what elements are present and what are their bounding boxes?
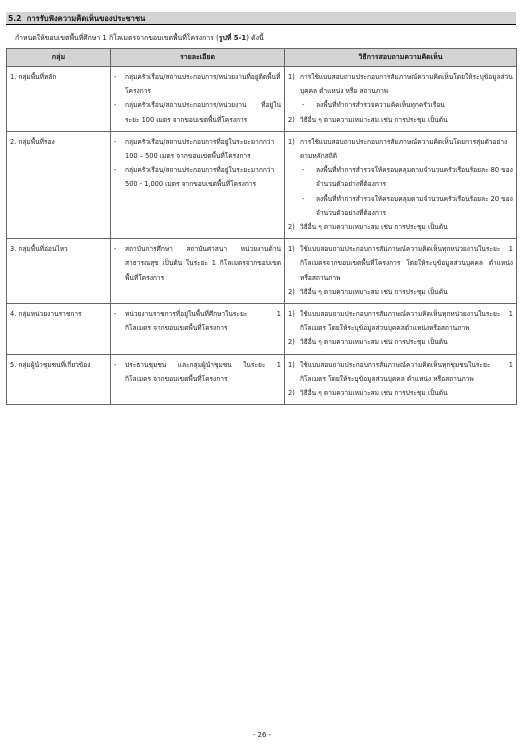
survey-group-table (6, 48, 517, 405)
section-number: 5.2 (8, 14, 22, 23)
method-cell (285, 304, 517, 355)
method-text: ใช้แบบสอบถามประกอบการสัมภาษณ์ความคิดเห็นทุกชุมชนในระยะ 1 กิโลเมตร โดยให้ระบุข้อมูลส่วนบุคคล ตำแหน่ง หรือสถานภาพ (300, 360, 513, 383)
method-item (288, 70, 513, 98)
details-cell (111, 67, 285, 132)
dash-bullet-icon: - (114, 360, 117, 369)
group-cell: 5. กลุ่มผู้นำชุมชนที่เกี่ยวข้อง (7, 354, 111, 405)
details-cell (111, 131, 285, 238)
detail-item (114, 135, 281, 163)
dash-bullet-icon: - (114, 166, 117, 175)
method-item (288, 113, 513, 127)
method-number: 1) (288, 137, 295, 146)
method-text: การใช้แบบสอบถามประกอบการสัมภาษณ์ความคิดเห็นโดยให้ระบุข้อมูลส่วนบุคคล ตำแหน่ง หรือ สถานภาพ (300, 73, 513, 96)
group-cell: 3. กลุ่มพื้นที่อ่อนไหว (7, 239, 111, 304)
method-sub-item (288, 163, 513, 191)
detail-item (114, 70, 281, 98)
dash-bullet-icon: - (302, 194, 305, 203)
method-item (288, 335, 513, 349)
header-group: กลุ่ม (7, 49, 111, 67)
method-item (288, 386, 513, 400)
dash-bullet-icon: - (114, 101, 117, 110)
method-cell (285, 239, 517, 304)
method-sub-item (288, 98, 513, 112)
detail-text: กลุ่มครัวเรือน/สถานประกอบการที่อยู่ในระยะมากกว่า 500 - 1,000 เมตร จากขอบเขตพื้นที่โครงการ (125, 166, 275, 189)
detail-text: ประธานชุมชน และกลุ่มผู้นำชุมชน ในระยะ 1 กิโลเมตร จากขอบเขตพื้นที่โครงการ (125, 360, 281, 383)
method-item (288, 285, 513, 299)
method-number: 2) (288, 115, 295, 124)
method-number: 2) (288, 287, 295, 296)
page-number: - 26 - (253, 731, 271, 739)
intro-paragraph (15, 33, 264, 44)
dash-bullet-icon: - (302, 101, 305, 110)
details-cell (111, 354, 285, 405)
method-text: ใช้แบบสอบถามประกอบการสัมภาษณ์ความคิดเห็นทุกหน่วยงานในระยะ 1 กิโลเมตร โดยให้ระบุข้อมูลส่วนบุคคลตำแหน่งหรือสถานภาพ (300, 310, 513, 333)
detail-item (114, 307, 281, 335)
section-title: การรับฟังความคิดเห็นของประชาชน (26, 14, 146, 23)
header-method: วิธีการสอบถามความคิดเห็น (285, 49, 517, 67)
method-number: 2) (288, 338, 295, 347)
detail-item (114, 358, 281, 386)
table-row (7, 354, 517, 405)
detail-text: สถาบันการศึกษา สถาบันศาสนา หน่วยงานด้านสาธารณสุข เป็นต้น ในระยะ 1 กิโลเมตรจากขอบเขตพื้นที่โครงการ (125, 245, 281, 282)
section-heading (6, 12, 516, 25)
table-row (7, 239, 517, 304)
dash-bullet-icon: - (114, 310, 117, 319)
method-cell (285, 354, 517, 405)
details-cell (111, 304, 285, 355)
method-number: 2) (288, 223, 295, 232)
method-number: 1) (288, 360, 295, 369)
details-cell (111, 239, 285, 304)
table-row (7, 67, 517, 132)
detail-item (114, 242, 281, 285)
method-number: 1) (288, 245, 295, 254)
method-item (288, 307, 513, 335)
table-header-row (7, 49, 517, 67)
method-sub-text: ลงพื้นที่ทำการสำรวจให้ครอบคลุมตามจำนวนครัวเรือนร้อยละ 80 ของจำนวนตัวอย่างที่ต้องการ (316, 166, 513, 189)
figure-reference: รูปที่ 5-1 (218, 34, 247, 42)
dash-bullet-icon: - (114, 137, 117, 146)
group-cell: 1. กลุ่มพื้นที่หลัก (7, 67, 111, 132)
method-text: วิธีอื่น ๆ ตามความเหมาะสม เช่น การประชุม เป็นต้น (300, 115, 448, 124)
header-details: รายละเอียด (111, 49, 285, 67)
method-number: 1) (288, 310, 295, 319)
detail-text: หน่วยงานราชการที่อยู่ในพื้นที่ศึกษาในระยะ 1 กิโลเมตร จากขอบเขตพื้นที่โครงการ (125, 310, 281, 333)
method-item (288, 135, 513, 163)
method-number: 2) (288, 389, 295, 398)
method-cell (285, 131, 517, 238)
method-sub-item (288, 192, 513, 220)
detail-item (114, 98, 281, 126)
method-text: วิธีอื่น ๆ ตามความเหมาะสม เช่น การประชุม เป็นต้น (300, 287, 448, 296)
dash-bullet-icon: - (302, 166, 305, 175)
detail-item (114, 163, 281, 191)
intro-suffix: ) ดังนี้ (246, 34, 264, 42)
detail-text: กลุ่มครัวเรือน/สถานประกอบการที่อยู่ในระยะมากกว่า 100 – 500 เมตร จากขอบเขตพื้นที่โครงการ (125, 137, 275, 161)
group-cell: 2. กลุ่มพื้นที่รอง (7, 131, 111, 238)
method-text: วิธีอื่น ๆ ตามความเหมาะสม เช่น การประชุม เป็นต้น (300, 389, 448, 398)
method-text: วิธีอื่น ๆ ตามความเหมาะสม เช่น การประชุม เป็นต้น (300, 338, 448, 347)
method-text: ใช้แบบสอบถามประกอบการสัมภาษณ์ความคิดเห็นทุกหน่วยงานในระยะ 1 กิโลเมตรจากขอบเขตพื้นที่โครงการ โดยให้ระบุข้อมูลส่วนบุคคล ตำแหน่งหรือสถานภาพ (300, 245, 513, 282)
dash-bullet-icon: - (114, 73, 117, 81)
group-cell: 4. กลุ่มหน่วยงานราชการ (7, 304, 111, 355)
detail-text: กลุ่มครัวเรือน/สถานประกอบการ/หน่วยงานที่อยู่ติดพื้นที่โครงการ (125, 73, 281, 96)
table-row (7, 304, 517, 355)
dash-bullet-icon: - (114, 245, 117, 254)
detail-text: กลุ่มครัวเรือน/สถานประกอบการ/หน่วยงาน ที่อยู่ในระยะ 100 เมตร จากขอบเขตพื้นที่โครงการ (125, 101, 281, 124)
method-text: การใช้แบบสอบถามประกอบการสัมภาษณ์ความคิดเห็นโดยการสุ่มตัวอย่างตามหลักสถิติ (300, 137, 508, 161)
method-item (288, 242, 513, 285)
method-sub-text: ลงพื้นที่ทำการสำรวจความคิดเห็นทุกครัวเรือน (316, 101, 445, 110)
method-number: 1) (288, 73, 295, 81)
method-text: วิธีอื่น ๆ ตามความเหมาะสม เช่น การประชุม เป็นต้น (300, 223, 448, 232)
method-item (288, 220, 513, 234)
method-cell (285, 67, 517, 132)
method-item (288, 358, 513, 386)
intro-text: กำหนดให้ขอบเขตพื้นที่ศึกษา 1 กิโลเมตรจากขอบเขตพื้นที่โครงการ ( (15, 34, 219, 42)
table-row (7, 131, 517, 238)
method-sub-text: ลงพื้นที่ทำการสำรวจให้ครอบคลุมตามจำนวนครัวเรือนร้อยละ 20 ของจำนวนตัวอย่างที่ต้องการ (316, 194, 513, 217)
